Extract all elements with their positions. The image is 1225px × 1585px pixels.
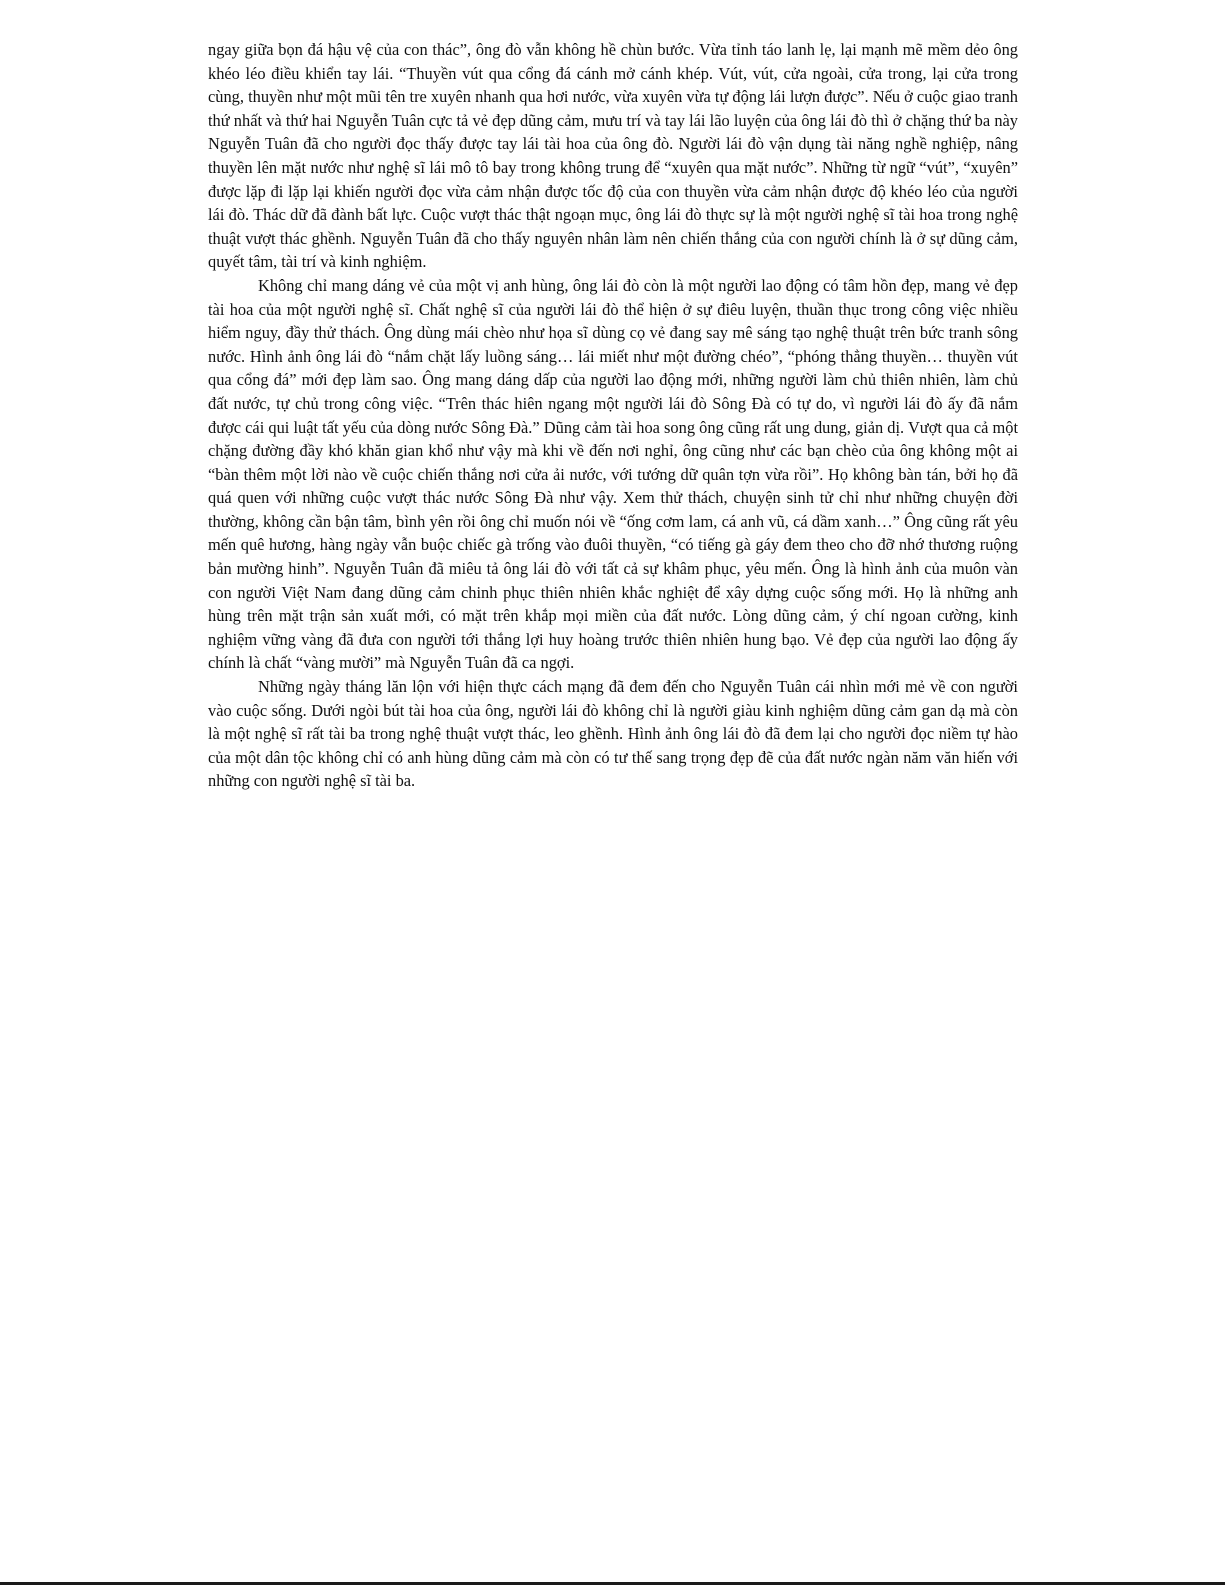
paragraph-2: Không chỉ mang dáng vẻ của một vị anh hùng, ông lái đò còn là một người lao động có tâm hồn đẹp, mang vẻ đẹp tài hoa của một người nghệ sĩ. Chất nghệ sĩ của người lái đò thể hiện ở sự điêu luyện, thuần thục trong công việc nhiều hiểm nguy, đầy thử thách. Ông dùng mái chèo như họa sĩ dùng cọ vẻ đang say mê sáng tạo nghệ thuật trên bức tranh sông nước. Hình ảnh ông lái đò “nắm chặt lấy luồng sáng… lái miết như một đường chéo”, “phóng thẳng thuyền… thuyền vút qua cổng đá” mới đẹp làm sao. Ông mang dáng dấp của người lao động mới, những người làm chủ thiên nhiên, làm chủ đất nước, tự chủ trong công việc. “Trên thác hiên ngang một người lái đò Sông Đà có tự do, vì người lái đò ấy đã nắm được cái qui luật tất yếu của dòng nước Sông Đà.” Dũng cảm tài hoa song ông cũng rất ung dung, giản dị. Vượt qua cả một chặng đường đầy khó khăn gian khổ như vậy mà khi về đến nơi nghỉ, ông cũng như các bạn chèo của ông không một ai “bàn thêm một lời nào về cuộc chiến thắng nơi cửa ải nước, với tướng dữ quân tợn vừa rồi”. Họ không bàn tán, bởi họ đã quá quen với những cuộc vượt thác nước Sông Đà như vậy. Xem thử thách, chuyện sinh tử chỉ như những chuyện đời thường, không cần bận tâm, bình yên rồi ông chỉ muốn nói về “ống cơm lam, cá anh vũ, cá dầm xanh…” Ông cũng rất yêu mến quê hương, hàng ngày vẫn buộc chiếc gà trống vào đuôi thuyền, “có tiếng gà gáy đem theo cho đỡ nhớ thương ruộng bản mường hinh”. Nguyễn Tuân đã miêu tả ông lái đò với tất cả sự khâm phục, yêu mến. Ông là hình ảnh của muôn vàn con người Việt Nam đang dũng cảm chinh phục thiên nhiên khắc nghiệt để xây dựng cuộc sống mới. Họ là những anh hùng trên mặt trận sản xuất mới, có mặt trên khắp mọi miền của đất nước. Lòng dũng cảm, ý chí ngoan cường, kinh nghiệm vững vàng đã đưa con người tới thắng lợi huy hoàng trước thiên nhiên hung bạo. Vẻ đẹp của người lao động ấy chính là chất “vàng mười” mà Nguyễn Tuân đã ca ngợi. xyxy=(208,275,1018,673)
essay-body xyxy=(208,38,1018,793)
paragraph-1: ngay giữa bọn đá hậu vệ của con thác”, ông đò vẫn không hề chùn bước. Vừa tỉnh táo lanh lẹ, lại mạnh mẽ mềm dẻo ông khéo léo điều khiển tay lái. “Thuyền vút qua cổng đá cánh mở cánh khép. Vút, vút, cửa ngoài, cửa trong, lại cửa trong cùng, thuyền như một mũi tên tre xuyên nhanh qua hơi nước, vừa xuyên vừa tự động lái lượn được”. Nếu ở cuộc giao tranh thứ nhất và thứ hai Nguyễn Tuân cực tả vẻ đẹp dũng cảm, mưu trí và tay lái lão luyện của ông lái đò thì ở chặng thứ ba này Nguyễn Tuân đã cho người đọc thấy được tay lái tài hoa của ông đò. Người lái đò vận dụng tài năng nghề nghiệp, nâng thuyền lên mặt nước như nghệ sĩ lái mô tô bay trong không trung để “xuyên qua mặt nước”. Những từ ngữ “vút”, “xuyên” được lặp đi lặp lại khiến người đọc vừa cảm nhận được tốc độ của con thuyền vừa cảm nhận được độ khéo léo của người lái đò. Thác dữ đã đành bất lực. Cuộc vượt thác thật ngoạn mục, ông lái đò thực sự là một người nghệ sĩ tài hoa trong nghệ thuật vượt thác ghềnh. Nguyễn Tuân đã cho thấy nguyên nhân làm nên chiến thắng của con người chính là ở sự dũng cảm, quyết tâm, tài trí và kinh nghiệm. xyxy=(208,40,1018,272)
paragraph-3: Những ngày tháng lăn lộn với hiện thực cách mạng đã đem đến cho Nguyễn Tuân cái nhìn mới mẻ về con người vào cuộc sống. Dưới ngòi bút tài hoa của ông, người lái đò không chỉ là người giàu kinh nghiệm dũng cảm gan dạ mà còn là một nghệ sĩ rất tài ba trong nghệ thuật vượt thác, leo ghềnh. Hình ảnh ông lái đò đã đem lại cho người đọc niềm tự hào của một dân tộc không chỉ có anh hùng dũng cảm mà còn có tư thế sang trọng đẹp đẽ của đất nước ngàn năm văn hiến với những con người nghệ sĩ tài ba. xyxy=(208,677,1018,791)
